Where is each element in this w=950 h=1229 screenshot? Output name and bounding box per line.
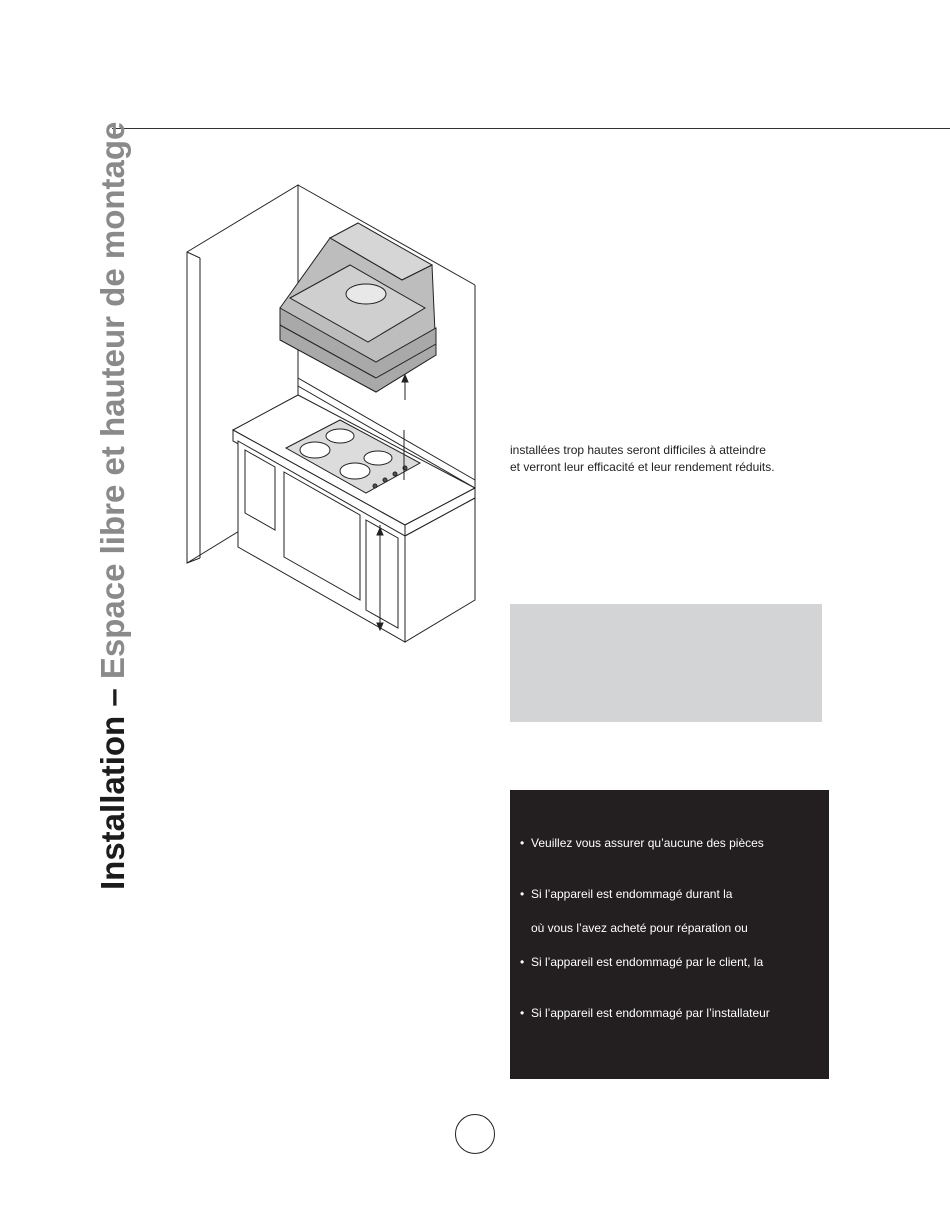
bullet-icon: • [520,955,525,969]
notice-item-text: Si l’appareil est endommagé par l’installateur [531,1006,770,1020]
bullet-icon: • [520,887,525,901]
hood-duct-opening [346,284,386,304]
page-number-circle [455,1114,495,1154]
body-text-line: et verront leur efficacité et leur rendement réduits. [510,460,775,474]
notice-item-text: Si l’appareil est endommagé par le client, la [531,955,764,969]
range-hood-illustration [180,180,480,645]
header-rule [112,128,950,129]
body-text [510,442,830,476]
body-text-line: installées trop hautes seront difficiles à atteindre [510,443,766,457]
page-title-section: Installation – [94,679,131,890]
notice-item-text: Si l’appareil est endommagé durant la [531,887,733,901]
bullet-icon: • [520,1006,525,1020]
bullet-icon: • [520,836,525,850]
grey-note-box [510,604,822,722]
notice-item-text: où vous l’avez acheté pour réparation ou [531,921,748,935]
page-title-topic: Espace libre et hauteur de montage [94,121,131,680]
notice-box [510,790,829,1079]
page-title [96,122,129,890]
notice-item-text: Veuillez vous assurer qu’aucune des pièces [531,836,764,850]
